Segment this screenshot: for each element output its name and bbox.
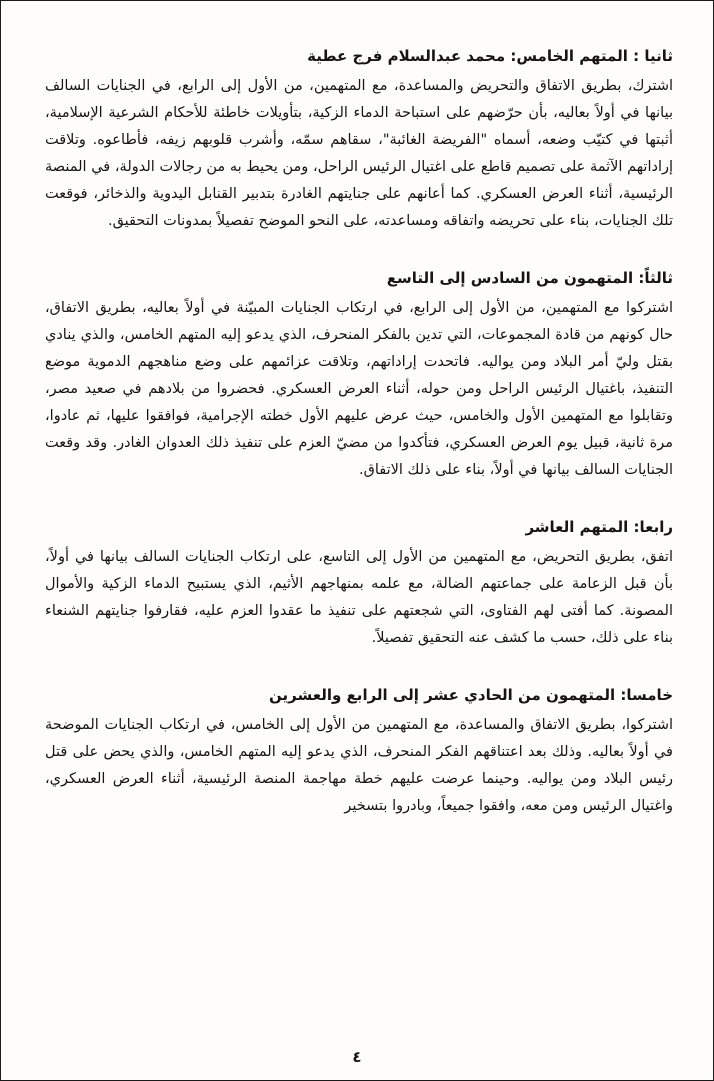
section-heading: رابعا: المتهم العاشر (525, 518, 673, 536)
section-body: اشترك، بطريق الاتفاق والتحريض والمساعدة، مع المتهمين، من الأول إلى الرابع، في الجنايات السالف بيانها في أولاً بعاليه، بأن حرّضهم على استباحة الدماء الزكية، بتأويلات خاطئة للأحكام الشرعية الإسلامية، أثبتها في كتيّب وضعه، أسماه "الفريضة الغائبة"، سقاهم سمّه، وأشرب قلوبهم زيفه، فأطاعوه. وتلاقت إراداتهم الآثمة على تصميم قاطع على اغتيال الرئيس الراحل، ومن يحيط به من رجالات الدولة، في المنصة الرئيسية، أثناء العرض العسكري. كما أعانهم على جنايتهم الغادرة بتدبير القنابل اليدوية والذخائر، فوقعت تلك الجنايات، بناء على تحريضه واتفاقه ومساعدته، على النحو الموضح تفصيلاً بمدونات التحقيق. (45, 78, 673, 229)
section-body: اتفق، بطريق التحريض، مع المتهمين من الأول إلى التاسع، على ارتكاب الجنايات السالف بيانها في أولاً، بأن قبل الزعامة على جماعتهم الضالة، مع علمه بمنهاجهم الأثيم، الذي يستبيح الدماء الزكية والأموال المصونة. كما أفتى لهم الفتاوى، التي شجعتهم على تنفيذ ما عقدوا العزم عليه، فقارفوا جنايتهم الشنعاء بناء على ذلك، حسب ما كشف عنه التحقيق تفصيلاً. (45, 549, 673, 646)
section-body: اشتركوا مع المتهمين، من الأول إلى الرابع، في ارتكاب الجنايات المبيّنة في أولاً بعاليه، بطريق الاتفاق، حال كونهم من قادة المجموعات، التي تدين بالفكر المنحرف، الذي يدعو إليه المتهم الخامس، والذي ينادي بقتل وليّ أمر البلاد ومن يواليه. فاتحدت إراداتهم، وتلاقت عزائمهم على وضع مناهجهم الدموية موضع التنفيذ، باغتيال الرئيس الراحل ومن حوله، أثناء العرض العسكري. فحضروا من بلادهم في صعيد مصر، وتقابلوا مع المتهمين الأول والخامس، حيث عرض عليهم الأول خطته الإجرامية، فوافقوا عليها، ثم عادوا، مرة ثانية، قبيل يوم العرض العسكري، فتأكدوا من مضيّ العزم على تنفيذ ذلك العدوان الغادر. وقد وقعت الجنايات السالف بيانها في أولاً، بناء على ذلك الاتفاق. (45, 300, 673, 478)
section-heading: ثالثاً: المتهمون من السادس إلى التاسع (386, 269, 673, 287)
section-second-defendant-five (45, 43, 673, 235)
section-fifth-defendants-eleven-to-twentyfour (45, 682, 673, 820)
section-body: اشتركوا، بطريق الاتفاق والمساعدة، مع المتهمين من الأول إلى الخامس، في ارتكاب الجنايات الموضحة في أولاً بعاليه. وذلك بعد اعتناقهم الفكر المنحرف، الذي يدعو إليه المتهم الخامس، والذي يحض على قتل رئيس البلاد ومن يواليه. وحينما عرضت عليهم خطة مهاجمة المنصة الرئيسية، أثناء العرض العسكري، واغتيال الرئيس ومن معه، وافقوا جميعاً، وبادروا بتسخير (45, 717, 673, 814)
section-heading: ثانيا : المتهم الخامس: محمد عبدالسلام فرج عطية (307, 47, 673, 65)
page-number: ٤ (352, 1048, 362, 1066)
section-heading: خامسا: المتهمون من الحادي عشر إلى الرابع والعشرين (269, 686, 673, 704)
section-third-defendants-six-to-nine (45, 265, 673, 484)
section-fourth-defendant-ten (45, 514, 673, 652)
